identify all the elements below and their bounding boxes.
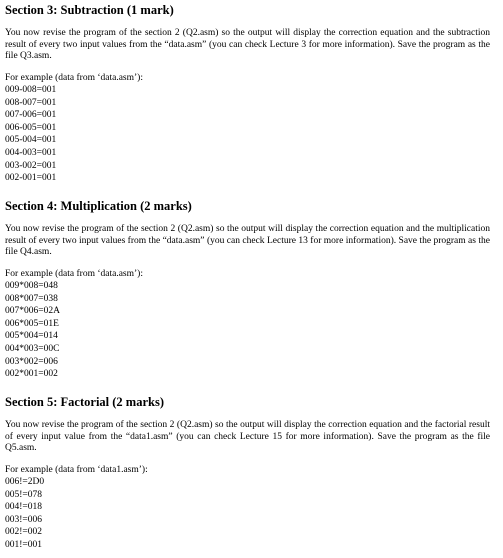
section-subtraction — [5, 3, 490, 185]
section-paragraph: You now revise the program of the section 2 (Q2.asm) so the output will display the correction equation and the subtraction result of every two input values from the “data.asm” (you can check Lecture 3 for more information). Save the program as the file Q3.asm. — [5, 28, 490, 61]
example-line: 008*007=038 — [5, 293, 58, 304]
example-line: 005*004=014 — [5, 331, 58, 342]
example-intro: For example (data from ‘data1.asm’): — [5, 464, 148, 475]
section-multiplication — [5, 199, 490, 381]
example-line: 009*008=048 — [5, 281, 58, 291]
section-heading: Section 5: Factorial (2 marks) — [5, 395, 164, 409]
example-line: 009-008=001 — [5, 85, 57, 95]
example-line: 007*006=02A — [5, 306, 60, 317]
section-paragraph: You now revise the program of the section 2 (Q2.asm) so the output will display the correction equation and the factorial result of every input value from the “data1.asm” (you can check Lecture 15 for more information). Save the program as the file Q5.asm. — [5, 420, 490, 453]
example-line: 004-003=001 — [5, 147, 57, 158]
example-line: 003!=006 — [5, 514, 43, 525]
section-paragraph: You now revise the program of the section 2 (Q2.asm) so the output will display the correction equation and the multiplication result of every two input values from the “data.asm” (you can check Lecture 13 for more information). Save the program as the file Q4.asm. — [5, 224, 490, 257]
example-lines — [5, 84, 490, 185]
example-line: 003*002=006 — [5, 356, 58, 367]
example-lines — [5, 476, 490, 552]
example-lines — [5, 280, 490, 381]
example-line: 007-006=001 — [5, 110, 57, 121]
example-line: 005!=078 — [5, 489, 43, 500]
example-line: 002*001=002 — [5, 369, 58, 380]
example-line: 004!=018 — [5, 502, 43, 513]
example-line: 004*003=00C — [5, 343, 60, 354]
example-line: 006*005=01E — [5, 318, 59, 329]
section-heading: Section 4: Multiplication (2 marks) — [5, 199, 192, 213]
example-line: 002-001=001 — [5, 173, 57, 184]
example-line: 005-004=001 — [5, 135, 57, 146]
section-heading: Section 3: Subtraction (1 mark) — [5, 3, 174, 17]
example-line: 008-007=001 — [5, 97, 57, 108]
example-line: 002!=002 — [5, 527, 43, 538]
example-line: 001!=001 — [5, 539, 43, 550]
example-line: 003-002=001 — [5, 160, 57, 171]
section-factorial — [5, 395, 490, 552]
example-intro: For example (data from ‘data.asm’): — [5, 72, 143, 83]
example-line: 006-005=001 — [5, 122, 57, 133]
example-line: 006!=2D0 — [5, 477, 45, 487]
example-intro: For example (data from ‘data.asm’): — [5, 268, 143, 279]
